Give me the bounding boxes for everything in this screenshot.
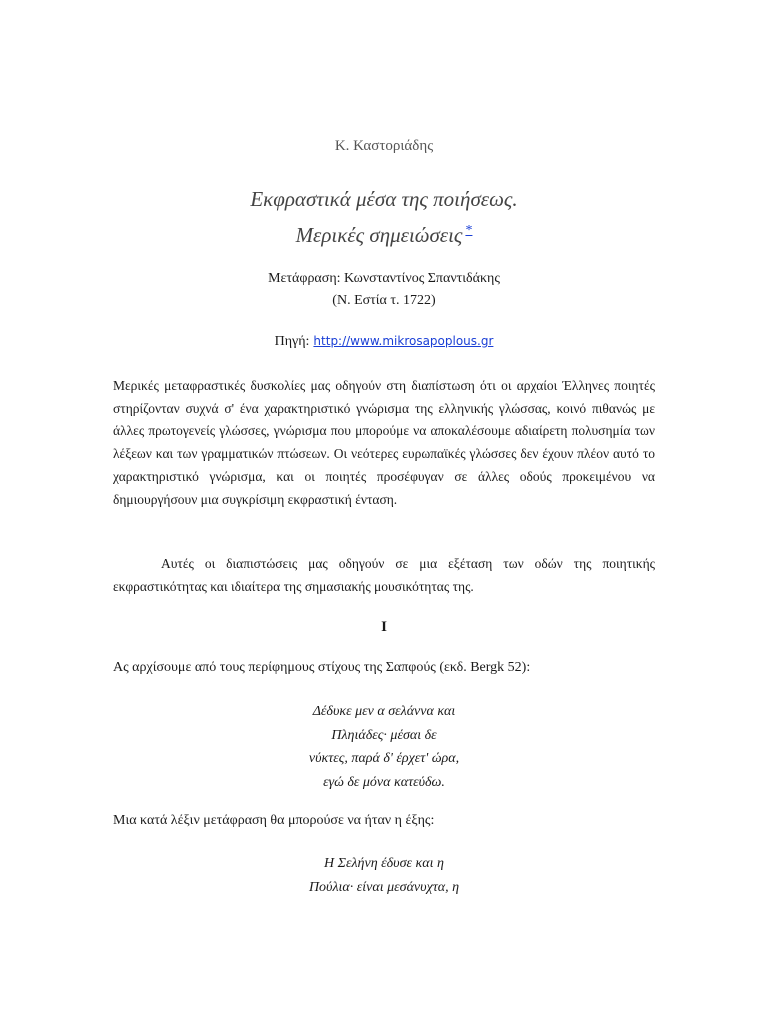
poem-translation-verse: Πούλια· είναι μεσάνυχτα, η xyxy=(308,879,460,895)
publication-line: (Ν. Εστία τ. 1722) xyxy=(332,293,436,308)
poem-translation xyxy=(0,852,768,899)
document-title xyxy=(0,183,768,251)
source-link[interactable]: http://www.mikrosapoplous.gr xyxy=(313,334,494,348)
poem-greek-verse: Πληιάδες· μέσαι δε xyxy=(331,727,437,743)
source-line xyxy=(0,334,768,350)
poem-translation-verse: Η Σελήνη έδυσε και η xyxy=(324,856,444,871)
sappho-intro: Ας αρχίσουμε από τους περίφημους στίχους της Σαπφούς (εκδ. Bergk 52): xyxy=(113,660,531,675)
source-label: Πηγή: xyxy=(274,334,310,349)
poem-greek-verse: εγώ δε μόνα κατεύδω. xyxy=(323,774,445,790)
author-name: Κ. Καστοριάδης xyxy=(334,138,434,154)
title-line-2 xyxy=(0,215,768,251)
section-heading: I xyxy=(381,619,387,635)
title-line-2-text: Μερικές σημειώσεις xyxy=(295,223,463,247)
translation-info xyxy=(0,268,768,312)
paragraph-2: Αυτές οι διαπιστώσεις μας οδηγούν σε μια εξέταση των οδών της ποιητικής εκφραστικότητας και ιδιαίτερα της σημασιακής μουσικότητας της. xyxy=(113,556,655,594)
paragraph-1: Μερικές μεταφραστικές δυσκολίες μας οδηγούν στη διαπίστωση ότι οι αρχαίοι Έλληνες ποιητές στηρίζονταν συχνά σ' ένα χαρακτηριστικό γνώρισμα της ελληνικής γλώσσας, κοινό πιθανώς με άλλες πρωτογενείς γλώσσες, γνώρισμα που μπορούμε να αποκαλέσουμε αδιαίρετη πολυσημία των λέξεων και των γραμματικών πτώσεων. Οι νεότερες ευρωπαϊκές γλώσσες δεν έχουν πλέον αυτό το χαρακτηριστικό γνώρισμα, και οι ποιητές προσέφυγαν σε άλλες οδούς προκειμένου να δημιουργήσουν μια συγκρίσιμη εκφραστική ένταση. xyxy=(113,378,655,507)
footnote-link[interactable]: * xyxy=(465,223,473,238)
poem-greek-verse: νύκτες, παρά δ' έρχετ' ώρα, xyxy=(308,751,460,766)
poem-greek-verse: Δέδυκε μεν α σελάννα και xyxy=(312,704,456,719)
title-line-1: Εκφραστικά μέσα της ποιήσεως. xyxy=(250,187,518,211)
translator-line: Μετάφραση: Κωνσταντίνος Σπαντιδάκης xyxy=(268,271,500,286)
poem-greek xyxy=(0,700,768,794)
translation-intro: Μια κατά λέξιν μετάφραση θα μπορούσε να ήταν η έξης: xyxy=(113,813,435,828)
